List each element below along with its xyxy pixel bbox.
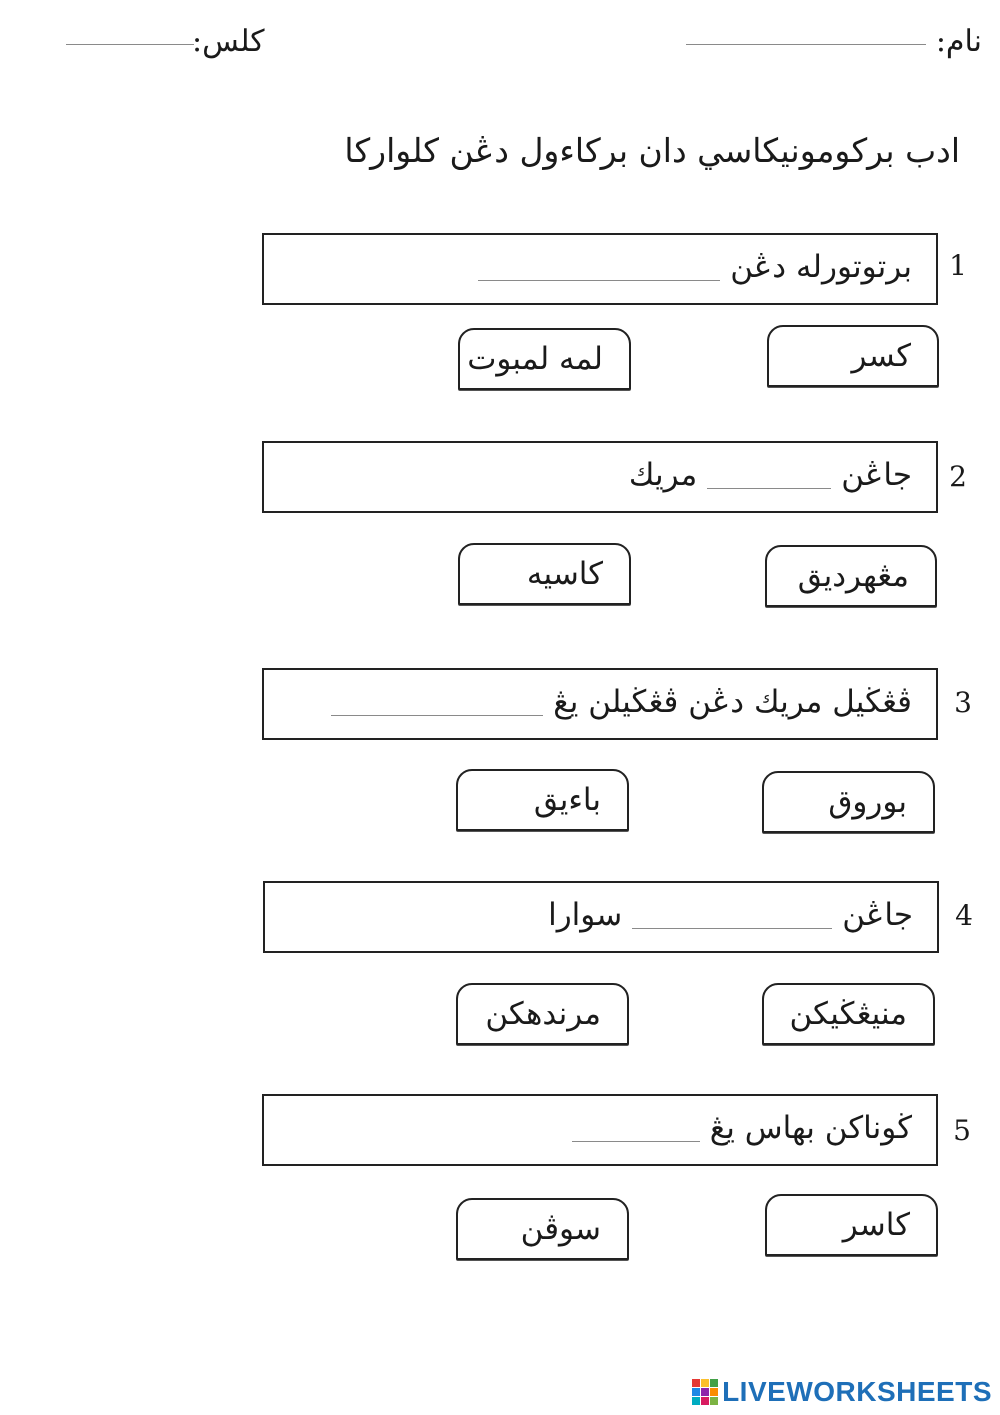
answer-blank[interactable] (707, 488, 831, 489)
option-button[interactable]: كاسر (765, 1194, 938, 1256)
logo-tile (701, 1379, 709, 1387)
question-number: 4 (955, 899, 973, 932)
liveworksheets-logo (692, 1375, 992, 1409)
question-number: 3 (954, 686, 972, 719)
option-button[interactable]: لمه لمبوت (458, 328, 631, 390)
name-label: نام: (935, 24, 982, 59)
question-text-after: مريك (628, 457, 698, 493)
logo-tile (710, 1397, 718, 1405)
logo-tile (710, 1388, 718, 1396)
question-box (262, 1094, 938, 1166)
instruction-title: ادب بركومونيكاسي دان بركاءول دڠن كلواركا (344, 131, 960, 170)
option-button[interactable]: كاسيه (458, 543, 631, 605)
question-text (572, 1106, 912, 1150)
class-input-line[interactable] (66, 44, 194, 45)
option-button[interactable]: منيڠڬيكن (762, 983, 935, 1045)
question-number: 5 (953, 1114, 971, 1147)
question-text-before: برتوتورله دڠن (730, 249, 912, 285)
answer-blank[interactable] (632, 928, 832, 929)
answer-blank[interactable] (572, 1141, 700, 1142)
logo-tiles-icon (692, 1379, 718, 1405)
question-box (263, 881, 939, 953)
logo-tile (701, 1388, 709, 1396)
logo-tile (692, 1397, 700, 1405)
question-text-after: سوارا (548, 897, 623, 933)
question-text (331, 680, 912, 724)
option-button[interactable]: مرندهكن (456, 983, 629, 1045)
answer-blank[interactable] (478, 280, 720, 281)
class-label: كلس: (192, 24, 265, 59)
name-input-line[interactable] (686, 44, 926, 45)
question-text (548, 893, 913, 937)
logo-tile (710, 1379, 718, 1387)
question-number: 1 (949, 249, 967, 282)
question-number: 2 (949, 460, 967, 493)
answer-blank[interactable] (331, 715, 543, 716)
logo-tile (692, 1379, 700, 1387)
question-box (262, 441, 938, 513)
option-button[interactable]: بوروق (762, 771, 935, 833)
question-text-before: جاڠن (841, 457, 912, 493)
logo-text: LIVEWORKSHEETS (722, 1376, 992, 1407)
option-button[interactable]: كسر (767, 325, 939, 387)
logo-tile (692, 1388, 700, 1396)
option-button[interactable]: مڠهرديق (765, 545, 937, 607)
option-button[interactable]: باءيق (456, 769, 629, 831)
question-text-before: ڬوناكن بهاس يڠ (709, 1110, 912, 1146)
option-button[interactable]: سوڤن (456, 1198, 629, 1260)
question-text-before: ڤڠڬيل مريك دڠن ڤڠڬيلن يڠ (553, 684, 912, 720)
logo-tile (701, 1397, 709, 1405)
question-text (478, 245, 912, 289)
question-text (629, 453, 912, 497)
question-box (262, 668, 938, 740)
question-text-before: جاڠن (842, 897, 913, 933)
question-box (262, 233, 938, 305)
